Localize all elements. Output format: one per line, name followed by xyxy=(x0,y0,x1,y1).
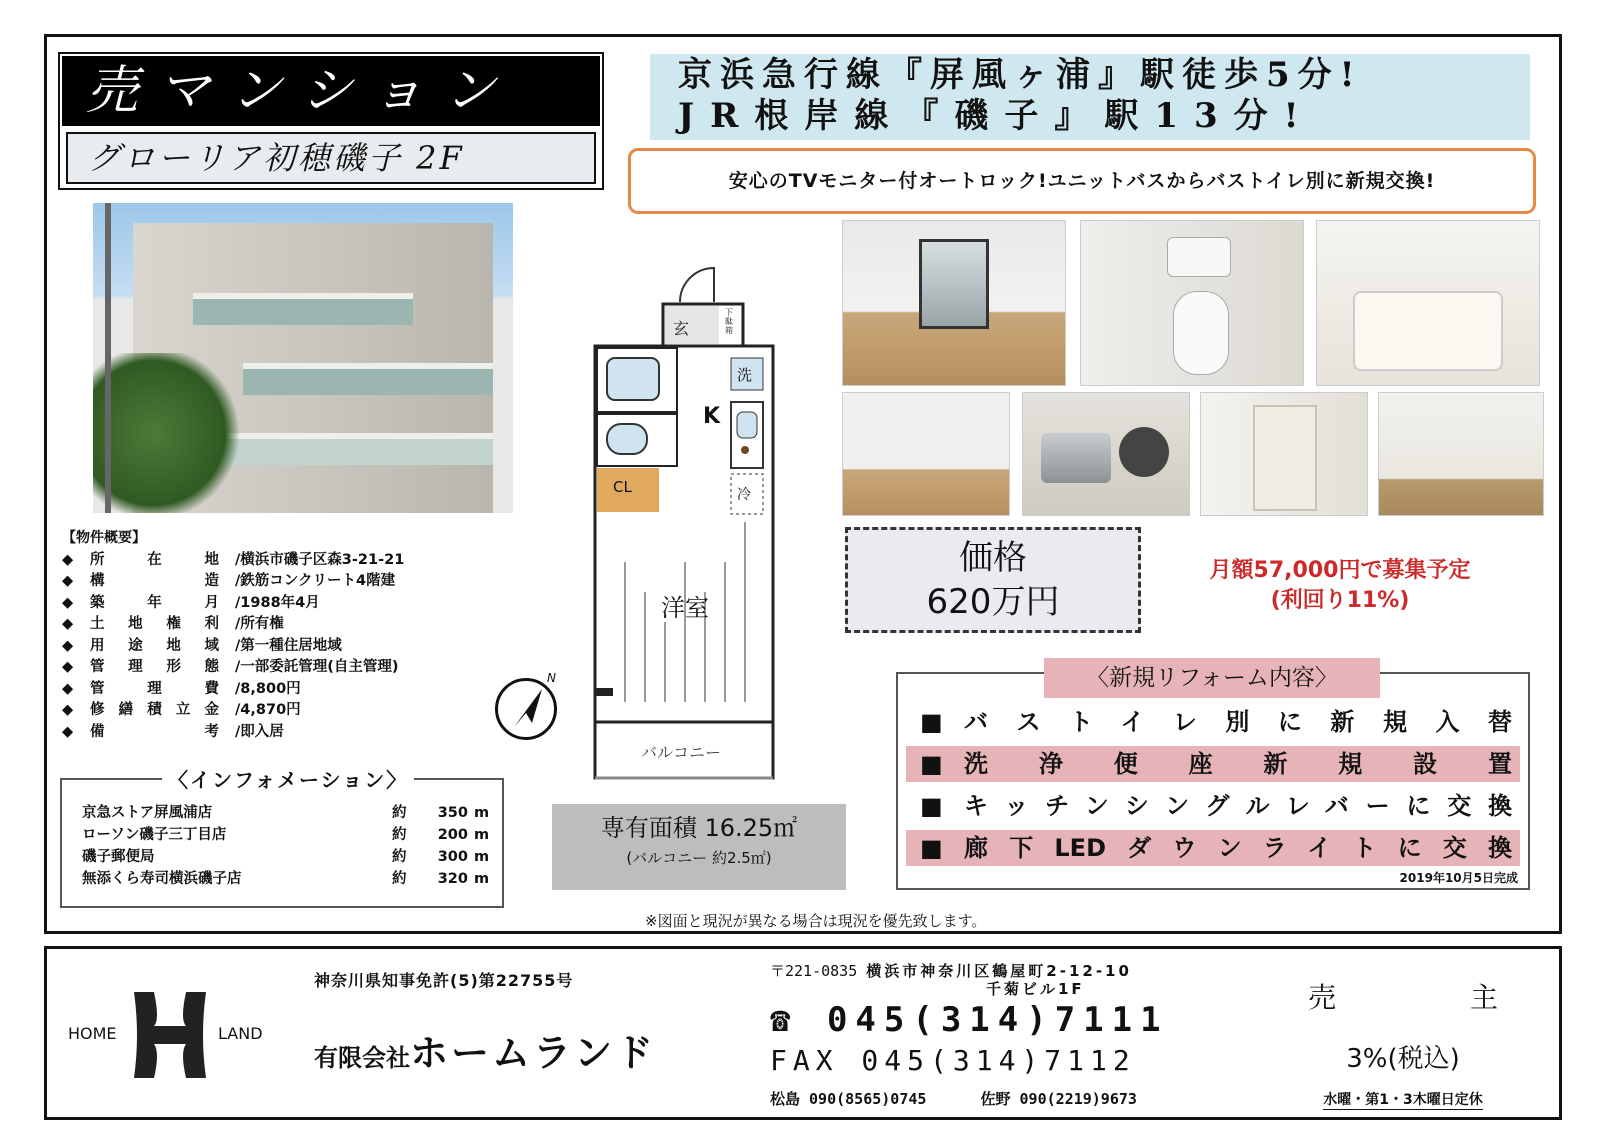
reform-box xyxy=(896,665,1530,890)
reform-completion-date: 2019年10月5日完成 xyxy=(1399,871,1518,885)
seller-box xyxy=(1300,976,1506,1110)
diamond-icon: ◆ xyxy=(62,616,74,632)
station-banner xyxy=(650,54,1530,140)
reform-item: ■ 洗浄便座新規設置 xyxy=(906,746,1520,782)
diamond-icon: ◆ xyxy=(62,723,74,740)
mobile-matsushima: 松島 090(8565)0745 xyxy=(770,1090,927,1108)
license-number: 神奈川県知事免許(5)第22755号 xyxy=(314,971,574,990)
price-box xyxy=(845,527,1141,633)
entry-label: 玄 xyxy=(673,319,690,338)
info-row: 京急ストア屏風浦店 約 350 m xyxy=(82,805,490,821)
balcony-rail xyxy=(193,293,413,325)
balcony-rail xyxy=(243,363,493,395)
photo-hallway xyxy=(842,392,1010,516)
price-value: 620万円 xyxy=(926,582,1060,622)
property-name: グローリア初穂磯子 2F xyxy=(66,132,596,184)
compass-north-label: N xyxy=(547,671,556,685)
h-logo-icon xyxy=(130,990,210,1080)
diamond-icon: ◆ xyxy=(62,680,74,697)
property-outline xyxy=(62,528,492,743)
outline-row: ◆ 土地権利 /所有権 xyxy=(62,614,492,636)
reform-title: 〈新規リフォーム内容〉 xyxy=(1044,658,1380,698)
price-label: 価格 xyxy=(959,538,1027,578)
rent-info xyxy=(1160,556,1520,616)
info-row: 無添くら寿司横浜磯子店 約 320 m xyxy=(82,871,490,887)
photo-closet xyxy=(1200,392,1368,516)
western-room-label: 洋室 xyxy=(661,594,709,622)
photo-toilet xyxy=(1080,220,1304,386)
shoebox-label: 下駄箱 xyxy=(725,308,733,335)
outline-row: ◆ 用途地域 /第一種住居地域 xyxy=(62,636,492,658)
outline-row: ◆ 所在地 /横浜市磯子区森3-21-21 xyxy=(62,550,492,572)
mobile-sano: 佐野 090(2219)9673 xyxy=(980,1090,1137,1108)
company-logo: HOME LAND xyxy=(68,990,278,1080)
monthly-rent: 月額57,000円で募集予定 xyxy=(1209,558,1471,583)
balcony-label: バルコニー xyxy=(641,743,722,762)
building-photo xyxy=(93,203,513,513)
photo-living-room xyxy=(842,220,1066,386)
info-row: 磯子郵便局 約 300 m xyxy=(82,849,490,865)
photo-entrance xyxy=(1378,392,1544,516)
diamond-icon: ◆ xyxy=(62,637,74,654)
phone-number: ☎ 045(314)7111 xyxy=(770,1000,1169,1040)
building-name: 千菊ビル1F xyxy=(986,980,1085,998)
utility-pole xyxy=(105,203,111,513)
diamond-icon: ◆ xyxy=(62,702,74,718)
fridge-label: 冷 xyxy=(737,487,751,503)
mobile-numbers xyxy=(770,1088,1137,1109)
outline-row: ◆ 管理費 /8,800円 xyxy=(62,679,492,701)
outline-row: ◆ 管理形態 /一部委託管理(自主管理) xyxy=(62,657,492,679)
fax-number: FAX 045(314)7112 xyxy=(770,1044,1136,1077)
info-row: ローソン磯子三丁目店 約 200 m xyxy=(82,827,490,843)
page-title: 売マンション xyxy=(62,56,600,126)
tree xyxy=(93,353,243,513)
company-address xyxy=(770,962,1132,998)
outline-row: ◆ 修繕積立金 /4,870円 xyxy=(62,700,492,722)
floor-plan xyxy=(585,262,785,792)
kitchen-label: K xyxy=(703,404,721,429)
square-bullet-icon: ■ xyxy=(920,750,943,778)
laundry-label: 洗 xyxy=(737,366,753,384)
square-bullet-icon: ■ xyxy=(920,792,943,820)
compass-icon xyxy=(495,671,557,740)
square-bullet-icon: ■ xyxy=(920,708,943,736)
seller-label: 売主 xyxy=(1308,981,1498,1014)
reform-item: ■ キッチンシングルレバーに交換 xyxy=(906,788,1520,824)
station-line-2: JR根岸線『磯子』駅13分! xyxy=(678,96,1315,136)
title-block xyxy=(58,52,604,190)
outline-row: ◆ 備考 /即入居 xyxy=(62,722,492,744)
information-box xyxy=(60,768,504,908)
station-line-1: 京浜急行線『屏風ヶ浦』駅徒歩5分! xyxy=(678,55,1363,95)
reform-item: ■ バストイレ別に新規入替 xyxy=(906,704,1520,740)
yield: (利回り11%) xyxy=(1270,588,1410,613)
outline-row: ◆ 築年月 /1988年4月 xyxy=(62,593,492,615)
diamond-icon: ◆ xyxy=(62,551,74,568)
balcony-area: (バルコニー 約2.5㎡) xyxy=(626,849,772,867)
highlight-scroll: 安心のTVモニター付オートロック!ユニットバスからバストイレ別に新規交換! xyxy=(628,148,1536,214)
brokerage-fee: 3%(税込) xyxy=(1346,1044,1460,1074)
postal-code: 〒221-0835 xyxy=(770,962,858,980)
diamond-icon: ◆ xyxy=(62,594,74,611)
square-bullet-icon: ■ xyxy=(920,834,943,862)
diamond-icon: ◆ xyxy=(62,573,74,589)
information-title: 〈インフォメーション〉 xyxy=(162,764,414,793)
photo-kitchen xyxy=(1022,392,1190,516)
outline-row: ◆ 構造 /鉄筋コンクリート4階建 xyxy=(62,571,492,593)
closet-label: CL xyxy=(613,478,632,496)
street-address: 横浜市神奈川区鶴屋町2-12-10 xyxy=(866,962,1132,980)
diamond-icon: ◆ xyxy=(62,659,74,675)
reform-item: ■ 廊下LEDダウンライトに交換 xyxy=(906,830,1520,866)
photo-bathroom xyxy=(1316,220,1540,386)
floor-area: 専有面積 16.25㎡ xyxy=(600,814,798,842)
floor-area-box xyxy=(552,804,846,890)
business-holidays: 水曜・第1・3木曜日定休 xyxy=(1323,1089,1482,1110)
company-name: 有限会社ホームランド xyxy=(314,1031,657,1075)
outline-header: 【物件概要】 xyxy=(62,530,146,546)
disclaimer-note: ※図面と現況が異なる場合は現況を優先致します。 xyxy=(645,912,987,930)
